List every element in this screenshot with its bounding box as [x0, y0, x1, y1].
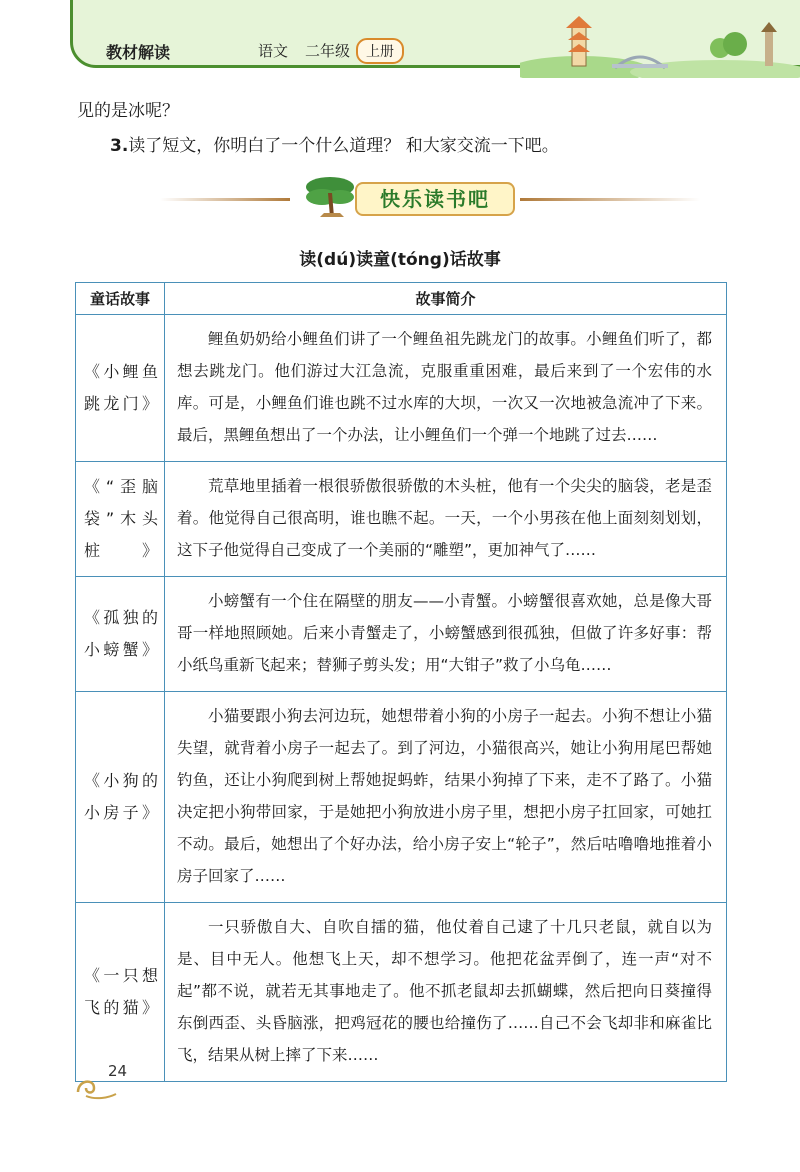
table-title: 读(dú)读童(tóng)话故事	[299, 250, 501, 270]
question-3	[110, 131, 559, 156]
table-row	[76, 692, 727, 903]
header-story: 童话故事	[76, 283, 165, 315]
continued-paragraph: 见的是冰呢？	[77, 101, 179, 121]
question-number: 3.	[110, 136, 129, 156]
story-name: 《“歪脑袋”木头桩》	[76, 462, 165, 577]
question-text: 读了短文，你明白了一个什么道理？ 和大家交流一下吧。	[128, 136, 559, 156]
table-row	[76, 315, 727, 462]
story-name: 《孤独的小螃蟹》	[76, 577, 165, 692]
header-summary: 故事简介	[165, 283, 727, 315]
subject-label: 语文	[258, 42, 289, 60]
divider-left	[160, 198, 290, 201]
page-number: 24	[108, 1062, 128, 1080]
story-summary: 荒草地里插着一根很骄傲很骄傲的木头桩，他有一个尖尖的脑袋，老是歪着。他觉得自己很高明，谁也瞧不起。一天，一个小男孩在他上面刻刻划划，这下子他觉得自己变成了一个美丽的“雕塑”，更加神气了……	[165, 462, 727, 577]
page-header	[0, 0, 800, 80]
section-banner: 快乐读书吧	[355, 182, 515, 216]
table-header-row	[76, 283, 727, 315]
story-name: 《小鲤鱼跳龙门》	[76, 315, 165, 462]
story-table	[75, 282, 727, 1082]
story-summary: 一只骄傲自大、自吹自擂的猫，他仗着自己逮了十几只老鼠，就自以为是、目中无人。他想飞上天，却不想学习。他把花盆弄倒了，连一声“对不起”都不说，就若无其事地走了。他不抓老鼠却去抓蝴蝶，然后把向日葵撞得东倒西歪、头昏脑涨，把鸡冠花的腰也给撞伤了……自己不会飞却非和麻雀比飞，结果从树上摔了下来……	[165, 903, 727, 1082]
volume-badge: 上册	[356, 38, 404, 64]
pagoda-scenery-illustration	[520, 8, 800, 78]
story-summary: 鲤鱼奶奶给小鲤鱼们讲了一个鲤鱼祖先跳龙门的故事。小鲤鱼们听了，都想去跳龙门。他们游过大江急流，克服重重困难，最后来到了一个宏伟的水库。可是，小鲤鱼们谁也跳不过水库的大坝，一次又一次地被急流冲了下来。最后，黑鲤鱼想出了一个办法，让小鲤鱼们一个弹一个地跳了过去……	[165, 315, 727, 462]
story-name: 《一只想飞的猫》	[76, 903, 165, 1082]
table-row	[76, 577, 727, 692]
book-title: 教材解读	[106, 43, 171, 62]
story-name: 《小狗的小房子》	[76, 692, 165, 903]
table-row	[76, 903, 727, 1082]
story-summary: 小螃蟹有一个住在隔壁的朋友——小青蟹。小螃蟹很喜欢她，总是像大哥哥一样地照顾她。后来小青蟹走了，小螃蟹感到很孤独，但做了许多好事：帮小纸鸟重新飞起来；替狮子剪头发；用“大钳子”救了小乌龟……	[165, 577, 727, 692]
table-row	[76, 462, 727, 577]
pine-tree-icon	[300, 173, 360, 219]
divider-right	[520, 198, 700, 201]
grade-label: 二年级	[305, 42, 351, 60]
story-summary: 小猫要跟小狗去河边玩，她想带着小狗的小房子一起去。小狗不想让小猫失望，就背着小房子一起去了。到了河边，小猫很高兴，她让小狗用尾巴帮她钓鱼，还让小狗爬到树上帮她捉蚂蚱，结果小狗掉了下来，走不了路了。小猫决定把小狗带回家，于是她把小狗放进小房子里，想把小房子扛回家，可她扛不动。最后，她想出了个好办法，给小房子安上“轮子”，然后咕噜噜地推着小房子回家了……	[165, 692, 727, 903]
